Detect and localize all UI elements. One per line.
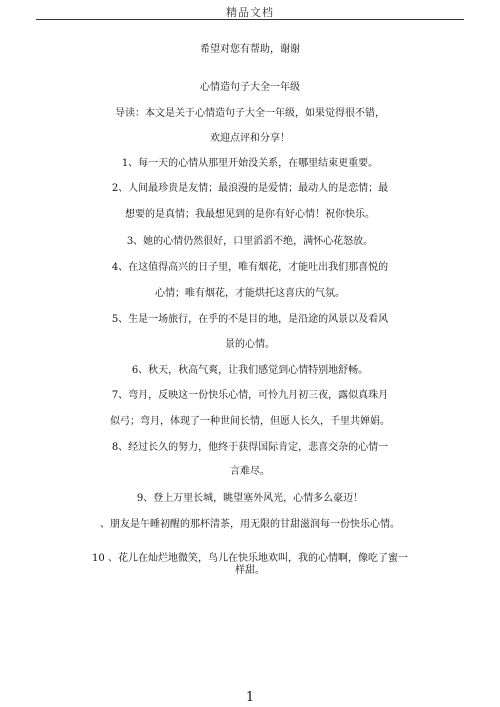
item-1: 1、每一天的心情从那里开始没关系，在哪里结束更重要。 xyxy=(121,158,379,169)
header-divider xyxy=(36,19,464,20)
page-header: 精品文档 xyxy=(226,6,274,19)
item-7-line-2: 似弓；弯月，体现了一种世间长情，但愿人长久，千里共婵娟。 xyxy=(110,416,390,427)
item-4-line-2: 心情；唯有烟花，才能烘托这喜庆的气氛。 xyxy=(155,288,345,299)
item-5-line-1: 5、生是一场旅行，在乎的不是目的地，是沿途的风景以及看风 xyxy=(111,314,389,325)
item-2-line-1: 2、人间最珍贵是友情；最浪漫的是爱情；最动人的是恋情；最 xyxy=(111,183,389,194)
page-number: 1 xyxy=(245,690,255,705)
item-8-line-1: 8、经过长久的努力，他终于获得国际肯定，悲喜交杂的心情一 xyxy=(111,442,389,453)
document-title: 心情造句子大全一年级 xyxy=(200,82,300,93)
intro-line-1: 导读：本文是关于心情造句子大全一年级，如果觉得很不错， xyxy=(115,108,385,119)
item-6: 6、秋天，秋高气爽，让我们感觉到心情特别地舒畅。 xyxy=(131,365,369,376)
item-5-line-2: 景的心情。 xyxy=(225,339,275,350)
thanks-line: 希望对您有帮助，谢谢 xyxy=(200,44,300,55)
item-10-line-1: 10 、花儿在灿烂地微笑，鸟儿在快乐地欢叫，我的心情啊，像吃了蜜一 xyxy=(92,553,408,564)
item-2-line-2: 想要的是真情；我最想见到的是你有好心情！祝你快乐。 xyxy=(125,209,375,220)
item-7-line-1: 7、弯月，反映这一份快乐心情，可怜九月初三夜，露似真珠月 xyxy=(111,390,389,401)
item-8-line-2: 言难尽。 xyxy=(230,466,270,477)
item-friend: 、朋友是午睡初醒的那杯清茶，用无限的甘甜滋润每一份快乐心情。 xyxy=(100,519,400,530)
item-4-line-1: 4、在这值得高兴的日子里，唯有烟花，才能吐出我们那喜悦的 xyxy=(111,262,389,273)
item-3: 3、她的心情仍然很好，口里滔滔不绝，满怀心花怒放。 xyxy=(126,236,374,247)
item-9: 9、登上万里长城，眺望塞外风光，心情多么豪迈！ xyxy=(136,493,364,504)
item-10-line-2: 样甜。 xyxy=(235,565,265,576)
intro-line-2: 欢迎点评和分享！ xyxy=(210,133,290,144)
